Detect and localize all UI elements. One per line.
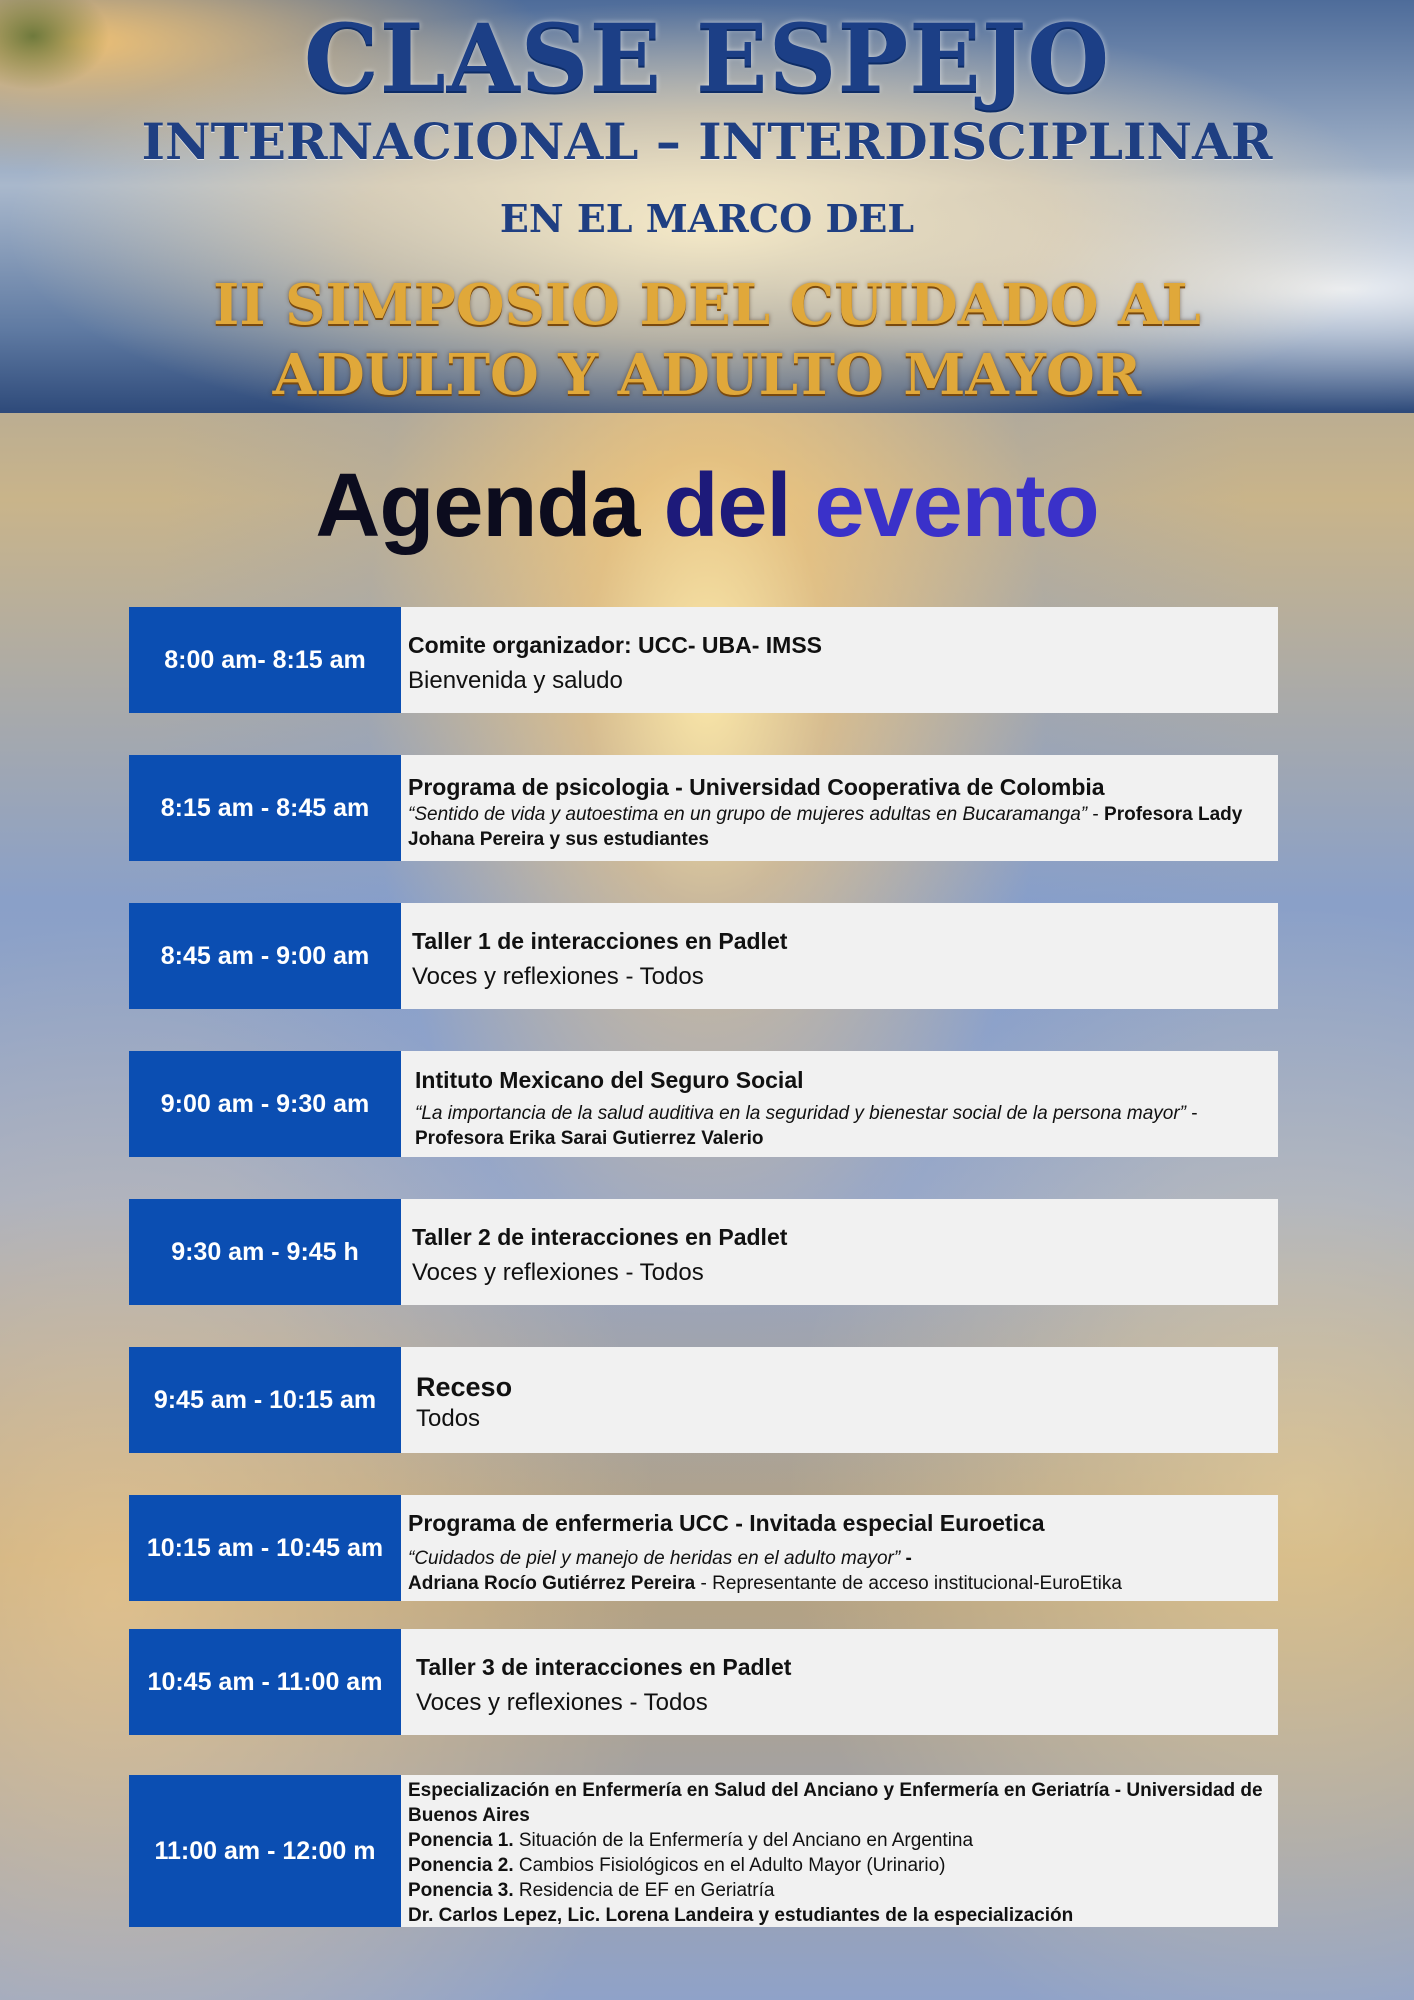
agenda-title-word-1: Agenda xyxy=(315,456,640,556)
agenda-row xyxy=(129,903,1278,1009)
speaker-name: Profesora Erika Sarai Gutierrez Valerio xyxy=(415,1128,764,1149)
session-title: Comite organizador: UCC- UBA- IMSS xyxy=(408,632,822,658)
agenda-row xyxy=(129,1495,1278,1601)
agenda-row xyxy=(129,755,1278,861)
speaker-name: Profesora Lady Johana Pereira y sus estudiantes xyxy=(408,804,1243,850)
ponencia-item xyxy=(408,1828,1270,1853)
agenda-time: 8:00 am- 8:15 am xyxy=(129,607,401,713)
speaker-role: - Representante de acceso institucional-EuroEtika xyxy=(695,1573,1122,1594)
session-description: Todos xyxy=(416,1405,481,1432)
ponencia-item xyxy=(408,1853,1270,1878)
agenda-row xyxy=(129,607,1278,713)
session-description: Voces y reflexiones - Todos xyxy=(412,963,704,990)
agenda-time: 9:00 am - 9:30 am xyxy=(129,1051,401,1157)
agenda-details xyxy=(401,755,1278,861)
agenda-details xyxy=(401,1051,1278,1157)
agenda-time: 8:45 am - 9:00 am xyxy=(129,903,401,1009)
banner-symposium-line1: II SIMPOSIO DEL CUIDADO AL xyxy=(213,272,1201,338)
ponencia-text: Situación de la Enfermería y del Anciano en Argentina xyxy=(513,1830,974,1851)
agenda-row xyxy=(129,1629,1278,1735)
ponencia-label: Ponencia 2. xyxy=(408,1855,514,1876)
talk-quote: “La importancia de la salud auditiva en la seguridad y bienestar social de la persona mayor” xyxy=(415,1103,1186,1124)
ponencia-text: Residencia de EF en Geriatría xyxy=(513,1880,775,1901)
agenda-details xyxy=(401,1629,1278,1735)
session-title: Taller 3 de interacciones en Padlet xyxy=(416,1654,792,1680)
session-description xyxy=(408,1546,1270,1596)
event-banner xyxy=(0,0,1414,413)
session-title: Intituto Mexicano del Seguro Social xyxy=(415,1067,804,1093)
banner-framework-label: EN EL MARCO DEL xyxy=(499,196,915,241)
speaker-names: Dr. Carlos Lepez, Lic. Lorena Landeira y estudiantes de la especialización xyxy=(408,1905,1074,1926)
session-description: Voces y reflexiones - Todos xyxy=(412,1259,704,1286)
ponencia-label: Ponencia 1. xyxy=(408,1830,514,1851)
agenda-time: 9:45 am - 10:15 am xyxy=(129,1347,401,1453)
agenda-details xyxy=(401,1495,1278,1601)
ponencia-text: Cambios Fisiológicos en el Adulto Mayor (Urinario) xyxy=(513,1855,946,1876)
banner-title: CLASE ESPEJO xyxy=(303,4,1111,114)
agenda-details xyxy=(401,1775,1278,1927)
banner-symposium-line2: ADULTO Y ADULTO MAYOR xyxy=(272,342,1142,408)
agenda-time: 10:45 am - 11:00 am xyxy=(129,1629,401,1735)
separator: - xyxy=(1186,1103,1198,1124)
agenda-row xyxy=(129,1051,1278,1157)
session-description: Bienvenida y saludo xyxy=(408,667,623,694)
agenda-details xyxy=(401,607,1278,713)
speaker-name: Adriana Rocío Gutiérrez Pereira xyxy=(408,1573,696,1594)
talk-quote: “Sentido de vida y autoestima en un grupo de mujeres adultas en Bucaramanga” xyxy=(408,804,1088,825)
session-title: Taller 2 de interacciones en Padlet xyxy=(412,1224,788,1250)
agenda-title-word-3: evento xyxy=(814,456,1099,556)
ponencia-label: Ponencia 3. xyxy=(408,1880,514,1901)
banner-subtitle: INTERNACIONAL – INTERDISCIPLINAR xyxy=(141,112,1273,171)
session-title: Taller 1 de interacciones en Padlet xyxy=(412,928,788,954)
session-description: Voces y reflexiones - Todos xyxy=(416,1689,708,1716)
agenda-row xyxy=(129,1199,1278,1305)
agenda-row xyxy=(129,1347,1278,1453)
agenda-details xyxy=(401,903,1278,1009)
session-title: Programa de psicologia - Universidad Cooperativa de Colombia xyxy=(408,774,1105,800)
agenda-details xyxy=(401,1199,1278,1305)
session-description xyxy=(408,802,1270,852)
agenda-time: 10:15 am - 10:45 am xyxy=(129,1495,401,1601)
separator: - xyxy=(1087,804,1105,825)
session-title: Especialización en Enfermería en Salud del Anciano y Enfermería en Geriatría - Universidad de Buenos Aires xyxy=(408,1780,1263,1826)
agenda-title xyxy=(0,455,1414,558)
agenda-row xyxy=(129,1775,1278,1927)
agenda-title-word-2: del xyxy=(663,456,791,556)
ponencia-item xyxy=(408,1878,1270,1903)
session-description xyxy=(415,1101,1270,1151)
agenda-time: 8:15 am - 8:45 am xyxy=(129,755,401,861)
agenda-time: 9:30 am - 9:45 h xyxy=(129,1199,401,1305)
session-title: Receso xyxy=(416,1372,513,1402)
agenda-details xyxy=(401,1347,1278,1453)
separator: - xyxy=(900,1548,912,1569)
talk-quote: “Cuidados de piel y manejo de heridas en el adulto mayor” xyxy=(408,1548,901,1569)
agenda-time: 11:00 am - 12:00 m xyxy=(129,1775,401,1927)
session-title: Programa de enfermeria UCC - Invitada especial Euroetica xyxy=(408,1510,1045,1536)
